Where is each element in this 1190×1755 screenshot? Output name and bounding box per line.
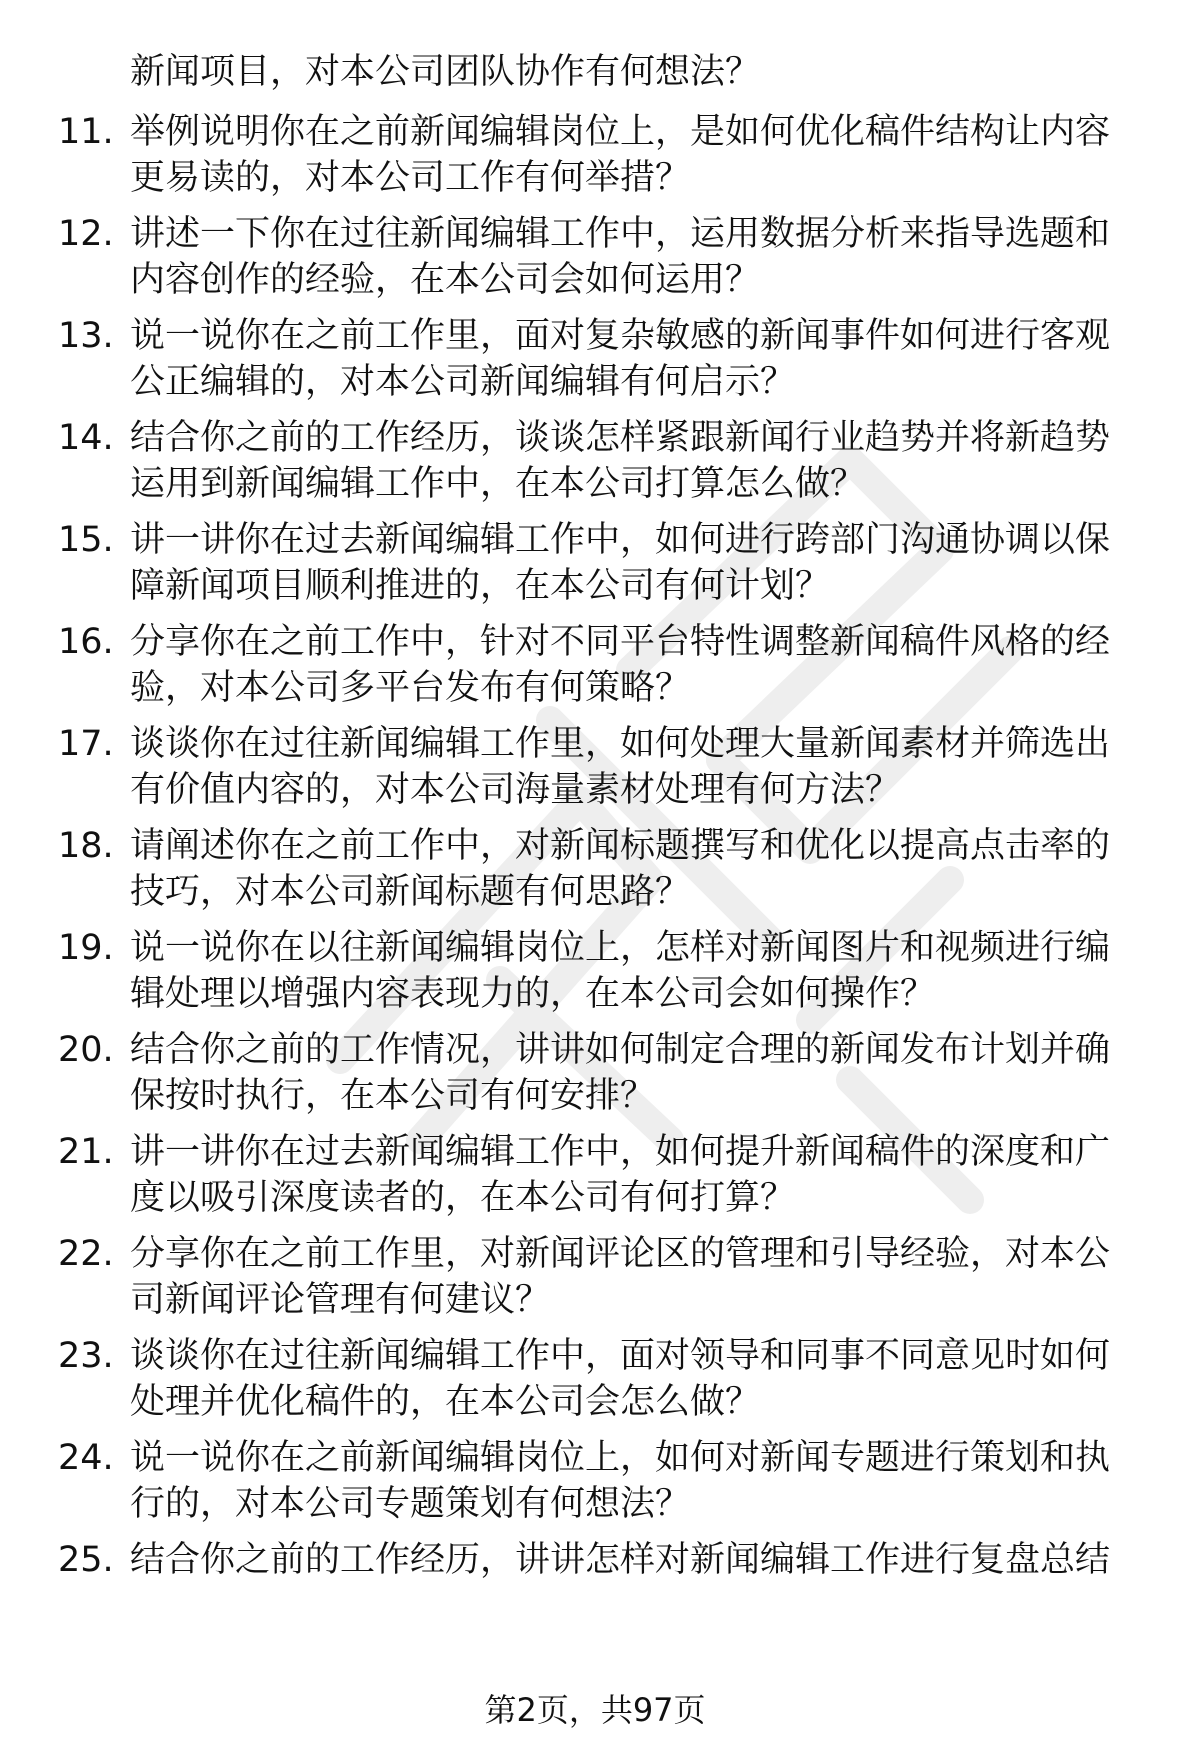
question-number: 19. [58,928,114,968]
question-number: 21. [58,1132,114,1172]
question-text-line1: 举例说明你在之前新闻编辑岗位上，是如何优化稿件结构让内容 [130,112,1111,152]
question-text-line1: 谈谈你在过往新闻编辑工作里，如何处理大量新闻素材并筛选出 [130,724,1111,764]
list-item [0,312,1190,414]
question-number: 14. [58,418,114,458]
question-number: 23. [58,1336,114,1376]
question-text-line1: 说一说你在之前新闻编辑岗位上，如何对新闻专题进行策划和执 [130,1438,1111,1478]
question-number: 17. [58,724,114,764]
question-text-line2: 障新闻项目顺利推进的，在本公司有何计划？ [130,566,831,606]
list-item [0,210,1190,312]
question-text-line1: 讲一讲你在过去新闻编辑工作中，如何提升新闻稿件的深度和广 [130,1132,1111,1172]
question-number: 15. [58,520,114,560]
list-item [0,1434,1190,1536]
list-item [0,1536,1190,1638]
question-number: 16. [58,622,114,662]
question-text-line2: 验，对本公司多平台发布有何策略？ [130,668,691,708]
list-item [0,516,1190,618]
question-number: 25. [58,1540,114,1580]
list-item [0,108,1190,210]
question-text-line1: 分享你在之前工作里，对新闻评论区的管理和引导经验，对本公 [130,1234,1111,1274]
question-number: 12. [58,214,114,254]
list-item [0,1230,1190,1332]
question-text-line1: 说一说你在以往新闻编辑岗位上，怎样对新闻图片和视频进行编 [130,928,1111,968]
question-text-line1: 分享你在之前工作中，针对不同平台特性调整新闻稿件风格的经 [130,622,1111,662]
question-text-line2: 处理并优化稿件的，在本公司会怎么做？ [130,1382,761,1422]
list-item [0,414,1190,516]
question-text-line1: 结合你之前的工作经历，讲讲怎样对新闻编辑工作进行复盘总结 [130,1540,1111,1580]
question-text-line2: 行的，对本公司专题策划有何想法？ [130,1484,691,1524]
question-text-line1: 结合你之前的工作经历，谈谈怎样紧跟新闻行业趋势并将新趋势 [130,418,1111,458]
question-number: 11. [58,112,114,152]
question-text-line2: 更易读的，对本公司工作有何举措？ [130,158,691,198]
question-text-line2: 公正编辑的，对本公司新闻编辑有何启示？ [130,362,796,402]
question-number: 22. [58,1234,114,1274]
question-text-line1: 讲述一下你在过往新闻编辑工作中，运用数据分析来指导选题和 [130,214,1111,254]
list-item [0,924,1190,1026]
list-item [0,720,1190,822]
question-number: 13. [58,316,114,356]
question-text-line2: 运用到新闻编辑工作中，在本公司打算怎么做？ [130,464,866,504]
question-number: 18. [58,826,114,866]
list-item [0,1026,1190,1128]
question-text-line2: 技巧，对本公司新闻标题有何思路？ [130,872,691,912]
list-item [0,1128,1190,1230]
list-item [0,618,1190,720]
question-text-line1: 讲一讲你在过去新闻编辑工作中，如何进行跨部门沟通协调以保 [130,520,1111,560]
question-text-line1: 请阐述你在之前工作中，对新闻标题撰写和优化以提高点击率的 [130,826,1111,866]
question-text-line1: 谈谈你在过往新闻编辑工作中，面对领导和同事不同意见时如何 [130,1336,1111,1376]
question-text-line2: 度以吸引深度读者的，在本公司有何打算？ [130,1178,796,1218]
question-list [0,108,1190,1638]
question-number: 20. [58,1030,114,1070]
question-text-line2: 内容创作的经验，在本公司会如何运用？ [130,260,761,300]
question-text-line2: 有价值内容的，对本公司海量素材处理有何方法？ [130,770,901,810]
question-text-line2: 司新闻评论管理有何建议？ [130,1280,551,1320]
question-text-line1: 结合你之前的工作情况，讲讲如何制定合理的新闻发布计划并确 [130,1030,1111,1070]
continuation-text: 新闻项目，对本公司团队协作有何想法？ [130,52,761,92]
page-footer: 第2页，共97页 [484,1691,706,1729]
list-item [0,1332,1190,1434]
question-text-line2: 辑处理以增强内容表现力的，在本公司会如何操作？ [130,974,936,1014]
question-text-line2: 保按时执行，在本公司有何安排？ [130,1076,656,1116]
list-item [0,822,1190,924]
question-number: 24. [58,1438,114,1478]
question-text-line1: 说一说你在之前工作里，面对复杂敏感的新闻事件如何进行客观 [130,316,1111,356]
